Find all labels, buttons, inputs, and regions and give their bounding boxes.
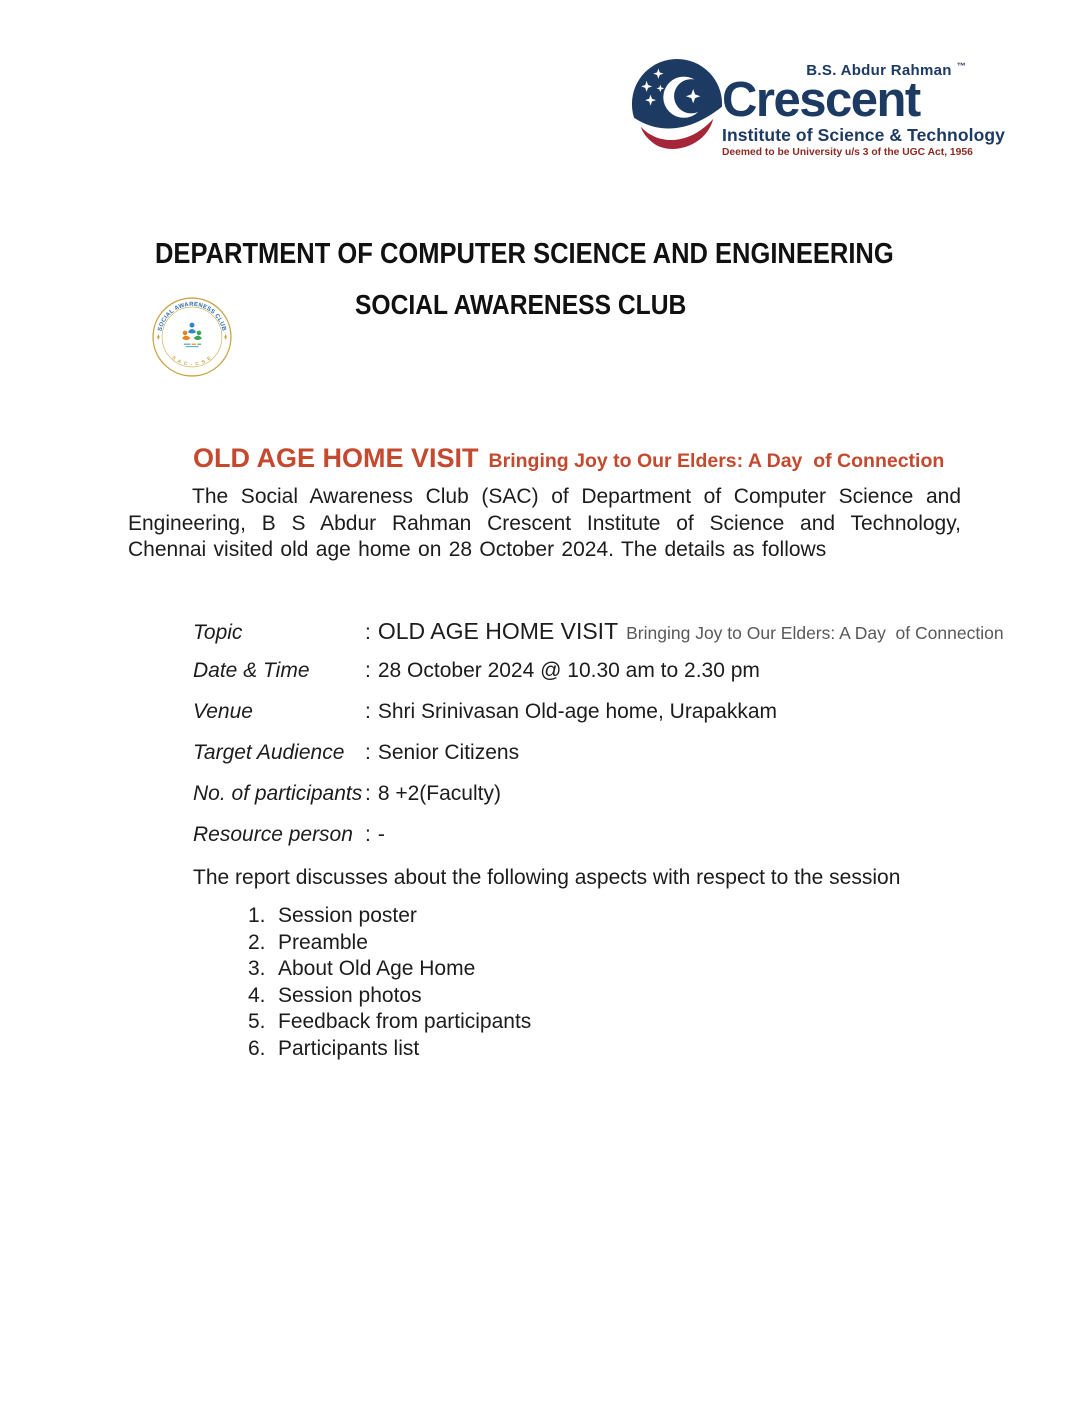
- deemed-university-tagline: Deemed to be University u/s 3 of the UGC Act, 1956: [722, 146, 973, 158]
- list-item: [248, 903, 531, 930]
- intro-paragraph: The Social Awareness Club (SAC) of Department of Computer Science and Engineering, B S Abdur Rahman Crescent Institute of Science and Technology, Chennai visited old age home on 28 October 2024. The details as follows: [128, 485, 961, 562]
- list-item: [248, 1009, 531, 1036]
- detail-value-main: OLD AGE HOME VISIT: [377, 618, 619, 644]
- report-intro-line: The report discusses about the following aspects with respect to the session: [193, 866, 901, 889]
- detail-row-venue: [193, 700, 1004, 741]
- detail-row-datetime: [193, 659, 1004, 700]
- list-item-text: Feedback from participants: [278, 1010, 532, 1034]
- detail-row-topic: [193, 618, 1004, 659]
- sac-arc-top-text: SOCIAL AWARENESS CLUB: [157, 301, 227, 332]
- list-item-number: 2.: [248, 930, 266, 954]
- detail-colon: :: [365, 700, 371, 723]
- detail-colon: :: [365, 621, 371, 644]
- detail-value: 8 +2(Faculty): [377, 782, 501, 805]
- detail-label: No. of participants: [193, 782, 363, 805]
- detail-label: Date & Time: [193, 659, 310, 682]
- detail-label: Topic: [193, 621, 243, 644]
- sac-arc-bottom-text: S A C - C S E: [170, 355, 214, 368]
- detail-row-audience: [193, 741, 1004, 782]
- detail-colon: :: [365, 741, 371, 764]
- detail-value: 28 October 2024 @ 10.30 am to 2.30 pm: [377, 659, 760, 682]
- details-list: [193, 618, 1004, 864]
- list-item-number: 1.: [248, 904, 266, 927]
- tm-symbol: ™: [956, 61, 966, 71]
- list-item-number: 4.: [248, 983, 266, 1007]
- list-item-text: Preamble: [278, 930, 368, 954]
- list-item-text: Session poster: [278, 904, 417, 927]
- detail-colon: :: [365, 823, 371, 846]
- list-item-text: Session photos: [278, 983, 422, 1007]
- institute-subtitle: Institute of Science & Technology: [722, 124, 1006, 145]
- detail-value: Senior Citizens: [377, 741, 520, 764]
- list-item-text: About Old Age Home: [278, 957, 476, 981]
- list-item: [248, 983, 531, 1010]
- detail-value: -: [377, 823, 385, 846]
- club-heading: [355, 289, 731, 321]
- detail-label: Target Audience: [193, 741, 345, 764]
- crescent-emblem-icon: [628, 58, 726, 156]
- sac-club-logo: [151, 296, 233, 378]
- report-title-subtitle: Bringing Joy to Our Elders: A Day of Connection: [488, 450, 945, 472]
- list-item: [248, 930, 531, 957]
- list-item-number: 5.: [248, 1010, 266, 1034]
- aspects-list: [248, 903, 531, 1063]
- list-item: [248, 956, 531, 983]
- trademark-text: B.S. Abdur Rahman: [806, 62, 952, 79]
- detail-label: Resource person: [193, 823, 353, 846]
- report-title-main: OLD AGE HOME VISIT: [193, 443, 479, 473]
- institution-logo: [628, 58, 1006, 158]
- detail-colon: :: [365, 782, 371, 805]
- wordmark: Crescent: [722, 73, 920, 127]
- institution-name-block: [722, 58, 1006, 158]
- club-heading-text: SOCIAL AWARENESS CLUB: [355, 289, 687, 320]
- list-item-number: 3.: [248, 957, 266, 981]
- list-item-number: 6.: [248, 1036, 266, 1060]
- detail-row-participants: [193, 782, 1004, 823]
- list-item-text: Participants list: [278, 1036, 420, 1060]
- list-item: [248, 1036, 531, 1063]
- detail-colon: :: [365, 659, 371, 682]
- report-title: [193, 443, 944, 474]
- detail-row-resource-person: [193, 823, 1004, 864]
- detail-value-sub: Bringing Joy to Our Elders: A Day of Connection: [626, 623, 1004, 643]
- detail-label: Venue: [193, 700, 253, 723]
- detail-value: Shri Srinivasan Old-age home, Urapakkam: [377, 700, 778, 723]
- department-heading-text: DEPARTMENT OF COMPUTER SCIENCE AND ENGINEERING: [155, 238, 894, 270]
- department-heading: [155, 238, 994, 271]
